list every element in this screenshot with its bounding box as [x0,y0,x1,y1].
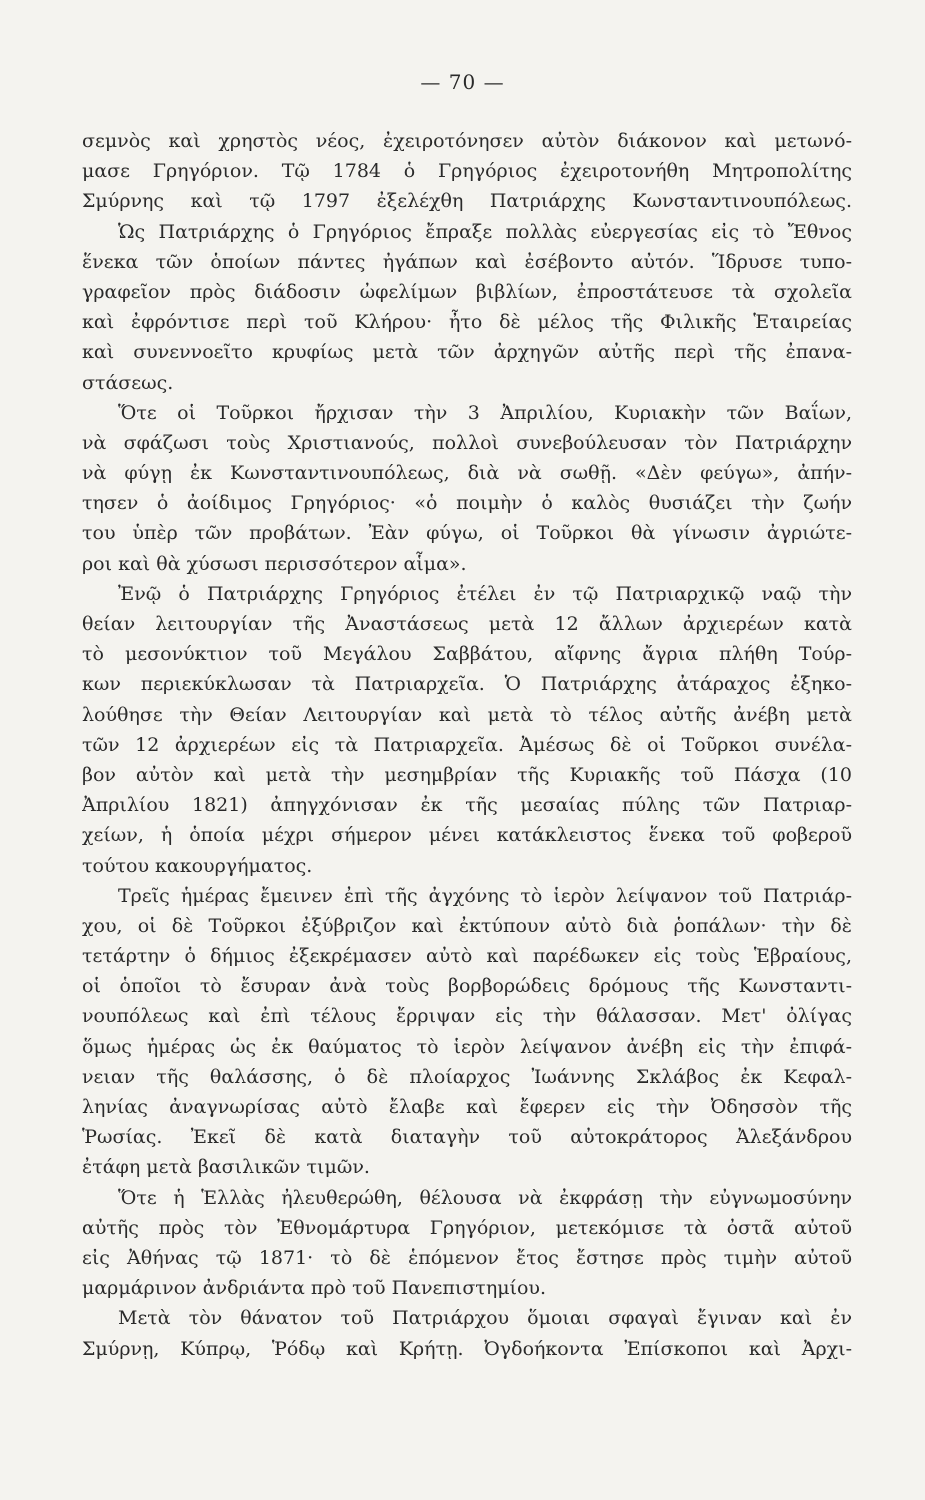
text-line: οἱ ὁποῖοι τὸ ἔσυραν ἀνὰ τοὺς βορβορώδεις δρόμους τῆς Κωνσταντι- [82,975,852,998]
text-line: χείων, ἡ ὁποία μέχρι σήμερον μένει κατάκλειστος ἕνεκα τοῦ φοβεροῦ [82,824,852,847]
text-line: Ἐνῷ ὁ Πατριάρχης Γρηγόριος ἐτέλει ἐν τῷ Πατριαρχικῷ ναῷ τὴν [118,582,852,605]
text-line: Σμύρνης καὶ τῷ 1797 ἐξελέχθη Πατριάρχης Κωνσταντινουπόλεως. [82,190,852,213]
text-line: τούτου κακουργήματος. [82,854,313,877]
text-line: Σμύρνῃ, Κύπρῳ, Ῥόδῳ καὶ Κρήτῃ. Ὀγδοήκοντα Ἐπίσκοποι καὶ Ἀρχι- [82,1337,852,1360]
text-line: ληνίας ἀναγνωρίσας αὐτὸ ἔλαβε καὶ ἔφερεν εἰς τὴν Ὀδησσὸν τῆς [82,1096,852,1118]
text-line: κων περιεκύκλωσαν τὰ Πατριαρχεῖα. Ὁ Πατριάρχης ἀτάραχος ἐξηκο- [82,673,852,696]
text-line: αὐτῆς πρὸς τὸν Ἐθνομάρτυρα Γρηγόριον, μετεκόμισε τὰ ὀστᾶ αὐτοῦ [82,1216,852,1239]
text-line: τετάρτην ὁ δήμιος ἐξεκρέμασεν αὐτὸ καὶ παρέδωκεν εἰς τοὺς Ἑβραίους, [82,945,852,968]
text-line: τῶν 12 ἀρχιερέων εἰς τὰ Πατριαρχεῖα. Ἀμέσως δὲ οἱ Τοῦρκοι συνέλα- [82,733,852,756]
text-line: Ὡς Πατριάρχης ὁ Γρηγόριος ἔπραξε πολλὰς εὐεργεσίας εἰς τὸ Ἔθνος [118,220,852,243]
text-line: ροι καὶ θὰ χύσωσι περισσότερον αἷμα». [82,552,467,575]
text-line: καὶ ἐφρόντισε περὶ τοῦ Κλήρου· ἦτο δὲ μέλος τῆς Φιλικῆς Ἑταιρείας [82,311,852,334]
text-line: νειαν τῆς θαλάσσης, ὁ δὲ πλοίαρχος Ἰωάννης Σκλάβος ἐκ Κεφαλ- [82,1065,852,1088]
text-line: εἰς Ἀθήνας τῷ 1871· τὸ δὲ ἑπόμενον ἔτος ἔστησε πρὸς τιμὴν αὐτοῦ [82,1246,852,1269]
text-line: σεμνὸς καὶ χρηστὸς νέος, ἐχειροτόνησεν αὐτὸν διάκονον καὶ μετωνό- [82,130,852,152]
text-line: ἐτάφη μετὰ βασιλικῶν τιμῶν. [82,1156,370,1179]
text-line: Ἀπριλίου 1821) ἀπηγχόνισαν ἐκ τῆς μεσαίας πύλης τῶν Πατριαρ- [82,794,852,817]
text-line: Τρεῖς ἡμέρας ἔμεινεν ἐπὶ τῆς ἀγχόνης τὸ ἱερὸν λείψανον τοῦ Πατριάρ- [118,884,852,907]
text-line: νὰ φύγῃ ἐκ Κωνσταντινουπόλεως, διὰ νὰ σωθῇ. «Δὲν φεύγω», ἀπήν- [82,462,852,485]
text-line: Μετὰ τὸν θάνατον τοῦ Πατριάρχου ὅμοιαι σφαγαὶ ἔγιναν καὶ ἐν [118,1307,852,1330]
text-line: καὶ συνεννοεῖτο κρυφίως μετὰ τῶν ἀρχηγῶν αὐτῆς περὶ τῆς ἐπανα- [82,341,852,364]
text-line: τὸ μεσονύκτιον τοῦ Μεγάλου Σαββάτου, αἴφνης ἄγρια πλήθη Τούρ- [82,643,852,666]
text-line: νὰ σφάζωσι τοὺς Χριστιανούς, πολλοὶ συνεβούλευσαν τὸν Πατριάρχην [82,431,852,454]
text-line: νουπόλεως καὶ ἐπὶ τέλους ἔρριψαν εἰς τὴν θάλασσαν. Μετ' ὀλίγας [82,1005,852,1028]
text-line: χου, οἱ δὲ Τοῦρκοι ἐξύβριζον καὶ ἐκτύπουν αὐτὸ διὰ ῥοπάλων· τὴν δὲ [82,914,852,937]
text-line: Ὅτε ἡ Ἑλλὰς ἠλευθερώθη, θέλουσα νὰ ἐκφράσῃ τὴν εὐγνωμοσύνην [118,1186,852,1209]
text-line: γραφεῖον πρὸς διάδοσιν ὠφελίμων βιβλίων, ἐπροστάτευσε τὰ σχολεῖα [82,280,852,303]
text-line: λούθησε τὴν Θείαν Λειτουργίαν καὶ μετὰ τὸ τέλος αὐτῆς ἀνέβη μετὰ [82,703,852,726]
text-line: Ῥωσίας. Ἐκεῖ δὲ κατὰ διαταγὴν τοῦ αὐτοκράτορος Ἀλεξάνδρου [82,1126,852,1149]
body-text [82,126,852,1364]
text-line: μασε Γρηγόριον. Τῷ 1784 ὁ Γρηγόριος ἐχειροτονήθη Μητροπολίτης [82,160,852,183]
text-line: στάσεως. [82,371,174,394]
text-line: μαρμάρινον ἀνδριάντα πρὸ τοῦ Πανεπιστημίου. [82,1277,547,1300]
text-line: τησεν ὁ ἀοίδιμος Γρηγόριος· «ὁ ποιμὴν ὁ καλὸς θυσιάζει τὴν ζωήν [82,492,852,515]
text-line: βον αὐτὸν καὶ μετὰ τὴν μεσημβρίαν τῆς Κυριακῆς τοῦ Πάσχα (10 [82,763,852,786]
text-line: του ὑπὲρ τῶν προβάτων. Ἐὰν φύγω, οἱ Τοῦρκοι θὰ γίνωσιν ἀγριώτε- [82,522,852,545]
page-number: — 70 — [420,70,505,94]
text-line: ἕνεκα τῶν ὁποίων πάντες ἠγάπων καὶ ἐσέβοντο αὐτόν. Ἵδρυσε τυπο- [82,250,852,273]
text-line: ὅμως ἡμέρας ὡς ἐκ θαύματος τὸ ἱερὸν λείψανον ἀνέβη εἰς τὴν ἐπιφά- [82,1035,852,1058]
text-line: θείαν λειτουργίαν τῆς Ἀναστάσεως μετὰ 12 ἄλλων ἀρχιερέων κατὰ [82,613,852,635]
text-line: Ὅτε οἱ Τοῦρκοι ἤρχισαν τὴν 3 Ἀπριλίου, Κυριακὴν τῶν Βαΐων, [118,401,852,424]
